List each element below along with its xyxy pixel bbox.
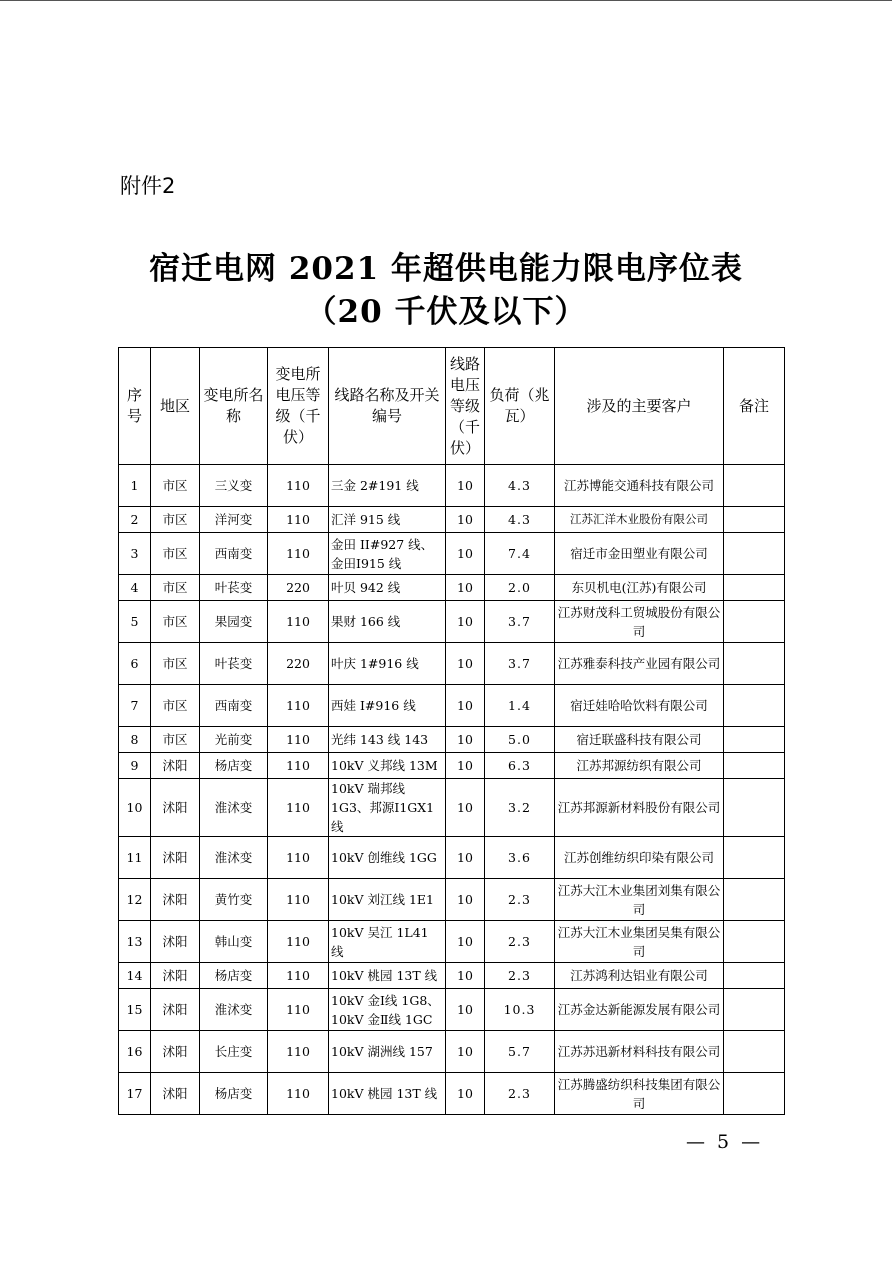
document-title: 宿迁电网 2021 年超供电能力限电序位表	[149, 251, 743, 287]
cell-substation: 洋河变	[200, 507, 268, 533]
cell-remark	[724, 963, 785, 989]
cell-substation: 淮沭变	[200, 779, 268, 837]
cell-line-voltage: 10	[446, 921, 485, 963]
cell-remark	[724, 533, 785, 575]
col-header-sub-voltage: 变电所电压等级（千伏）	[268, 348, 329, 465]
cell-substation: 叶苌变	[200, 575, 268, 601]
cell-no: 16	[119, 1031, 151, 1073]
cell-load: 5.0	[485, 727, 555, 753]
header-row	[119, 348, 785, 465]
cell-no: 3	[119, 533, 151, 575]
cell-line-voltage: 10	[446, 533, 485, 575]
cell-region: 市区	[151, 465, 200, 507]
table-row	[119, 753, 785, 779]
cell-line: 10kV 桃园 13T 线	[329, 1073, 446, 1115]
cell-line: 10kV 湖洲线 157	[329, 1031, 446, 1073]
cell-remark	[724, 921, 785, 963]
page-number: — 5 —	[686, 1131, 764, 1153]
cell-customer: 江苏鸿利达铝业有限公司	[555, 963, 724, 989]
cell-line: 10kV 义邦线 13M	[329, 753, 446, 779]
cell-sub-voltage: 220	[268, 643, 329, 685]
cell-line-voltage: 10	[446, 879, 485, 921]
cell-region: 市区	[151, 601, 200, 643]
cell-load: 6.3	[485, 753, 555, 779]
table-row	[119, 1031, 785, 1073]
cell-load: 1.4	[485, 685, 555, 727]
cell-region: 沭阳	[151, 779, 200, 837]
cell-region: 沭阳	[151, 1073, 200, 1115]
cell-no: 10	[119, 779, 151, 837]
cell-line-voltage: 10	[446, 643, 485, 685]
cell-load: 3.7	[485, 601, 555, 643]
table-row	[119, 465, 785, 507]
cell-substation: 杨店变	[200, 753, 268, 779]
cell-load: 4.3	[485, 507, 555, 533]
cell-customer: 宿迁联盛科技有限公司	[555, 727, 724, 753]
cell-sub-voltage: 110	[268, 685, 329, 727]
cell-line: 汇洋 915 线	[329, 507, 446, 533]
col-header-customer: 涉及的主要客户	[555, 348, 724, 465]
cell-line-voltage: 10	[446, 601, 485, 643]
cell-remark	[724, 727, 785, 753]
cell-line-voltage: 10	[446, 837, 485, 879]
cell-load: 10.3	[485, 989, 555, 1031]
table-row	[119, 533, 785, 575]
cell-sub-voltage: 110	[268, 1031, 329, 1073]
cell-no: 8	[119, 727, 151, 753]
cell-region: 沭阳	[151, 989, 200, 1031]
cell-substation: 韩山变	[200, 921, 268, 963]
cell-line: 10kV 金Ⅰ线 1G8、10kV 金Ⅱ线 1GC	[329, 989, 446, 1031]
cell-no: 6	[119, 643, 151, 685]
cell-customer: 江苏财茂科工贸城股份有限公司	[555, 601, 724, 643]
cell-region: 沭阳	[151, 1031, 200, 1073]
cell-sub-voltage: 110	[268, 837, 329, 879]
cell-region: 市区	[151, 727, 200, 753]
cell-no: 17	[119, 1073, 151, 1115]
cell-no: 15	[119, 989, 151, 1031]
cell-sub-voltage: 110	[268, 921, 329, 963]
cell-region: 市区	[151, 685, 200, 727]
cell-line: 10kV 桃园 13T 线	[329, 963, 446, 989]
cell-customer: 江苏汇洋木业股份有限公司	[555, 507, 724, 533]
cell-no: 4	[119, 575, 151, 601]
cell-load: 2.0	[485, 575, 555, 601]
cell-line-voltage: 10	[446, 1031, 485, 1073]
top-rule	[0, 0, 892, 1]
cell-sub-voltage: 110	[268, 989, 329, 1031]
cell-remark	[724, 989, 785, 1031]
cell-sub-voltage: 110	[268, 727, 329, 753]
table-row	[119, 989, 785, 1031]
cell-sub-voltage: 110	[268, 1073, 329, 1115]
document-subtitle: （20 千伏及以下）	[305, 294, 587, 330]
cell-remark	[724, 753, 785, 779]
cell-line: 叶贝 942 线	[329, 575, 446, 601]
table-row	[119, 779, 785, 837]
cell-remark	[724, 879, 785, 921]
cell-no: 5	[119, 601, 151, 643]
cell-sub-voltage: 220	[268, 575, 329, 601]
cell-load: 2.3	[485, 879, 555, 921]
table-row	[119, 921, 785, 963]
cell-line: 10kV 创维线 1GG	[329, 837, 446, 879]
cell-load: 2.3	[485, 963, 555, 989]
cell-line: 10kV 吴江 1L41 线	[329, 921, 446, 963]
cell-remark	[724, 465, 785, 507]
table-row	[119, 643, 785, 685]
cell-load: 3.2	[485, 779, 555, 837]
cell-region: 市区	[151, 507, 200, 533]
cell-region: 市区	[151, 643, 200, 685]
table-row	[119, 601, 785, 643]
cell-sub-voltage: 110	[268, 601, 329, 643]
cell-sub-voltage: 110	[268, 533, 329, 575]
cell-sub-voltage: 110	[268, 753, 329, 779]
cell-line: 10kV 刘江线 1E1	[329, 879, 446, 921]
cell-line: 西娃 I#916 线	[329, 685, 446, 727]
cell-remark	[724, 1073, 785, 1115]
cell-region: 沭阳	[151, 753, 200, 779]
table-row	[119, 879, 785, 921]
cell-customer: 江苏金达新能源发展有限公司	[555, 989, 724, 1031]
cell-remark	[724, 1031, 785, 1073]
cell-region: 沭阳	[151, 879, 200, 921]
cell-sub-voltage: 110	[268, 963, 329, 989]
col-header-load: 负荷（兆瓦）	[485, 348, 555, 465]
cell-region: 沭阳	[151, 837, 200, 879]
cell-no: 11	[119, 837, 151, 879]
col-header-substation: 变电所名称	[200, 348, 268, 465]
col-header-region: 地区	[151, 348, 200, 465]
cell-line-voltage: 10	[446, 727, 485, 753]
cell-customer: 江苏腾盛纺织科技集团有限公司	[555, 1073, 724, 1115]
cell-load: 3.7	[485, 643, 555, 685]
cell-remark	[724, 601, 785, 643]
cell-customer: 江苏大江木业集团吴集有限公司	[555, 921, 724, 963]
cell-substation: 三义变	[200, 465, 268, 507]
cell-line: 金田 II#927 线、金田Ⅰ915 线	[329, 533, 446, 575]
cell-customer: 宿迁市金田塑业有限公司	[555, 533, 724, 575]
cell-line: 三金 2#191 线	[329, 465, 446, 507]
cell-customer: 江苏邦源纺织有限公司	[555, 753, 724, 779]
col-header-remark: 备注	[724, 348, 785, 465]
cell-substation: 叶苌变	[200, 643, 268, 685]
table-row	[119, 685, 785, 727]
cell-no: 7	[119, 685, 151, 727]
cell-region: 沭阳	[151, 963, 200, 989]
cell-customer: 江苏博能交通科技有限公司	[555, 465, 724, 507]
cell-substation: 西南变	[200, 685, 268, 727]
cell-line-voltage: 10	[446, 753, 485, 779]
cell-load: 2.3	[485, 1073, 555, 1115]
cell-line-voltage: 10	[446, 685, 485, 727]
curtailment-table	[118, 347, 785, 1115]
table-row	[119, 727, 785, 753]
cell-substation: 光前变	[200, 727, 268, 753]
cell-substation: 淮沭变	[200, 837, 268, 879]
cell-region: 市区	[151, 575, 200, 601]
table-row	[119, 837, 785, 879]
cell-sub-voltage: 110	[268, 779, 329, 837]
table-row	[119, 575, 785, 601]
cell-customer: 江苏创维纺织印染有限公司	[555, 837, 724, 879]
cell-no: 13	[119, 921, 151, 963]
cell-remark	[724, 685, 785, 727]
cell-substation: 西南变	[200, 533, 268, 575]
cell-customer: 江苏邦源新材料股份有限公司	[555, 779, 724, 837]
cell-sub-voltage: 110	[268, 879, 329, 921]
cell-line: 叶庆 1#916 线	[329, 643, 446, 685]
col-header-line-voltage: 线路电压等级（千伏）	[446, 348, 485, 465]
cell-customer: 江苏雅泰科技产业园有限公司	[555, 643, 724, 685]
cell-remark	[724, 507, 785, 533]
cell-substation: 杨店变	[200, 963, 268, 989]
cell-line: 10kV 瑞邦线 1G3、邦源Ⅰ1GX1 线	[329, 779, 446, 837]
cell-sub-voltage: 110	[268, 507, 329, 533]
cell-customer: 宿迁娃哈哈饮料有限公司	[555, 685, 724, 727]
cell-line: 果财 166 线	[329, 601, 446, 643]
table-row	[119, 963, 785, 989]
cell-sub-voltage: 110	[268, 465, 329, 507]
cell-substation: 果园变	[200, 601, 268, 643]
cell-line-voltage: 10	[446, 963, 485, 989]
cell-substation: 杨店变	[200, 1073, 268, 1115]
cell-line-voltage: 10	[446, 465, 485, 507]
table-row	[119, 507, 785, 533]
cell-customer: 江苏大江木业集团刘集有限公司	[555, 879, 724, 921]
col-header-line: 线路名称及开关编号	[329, 348, 446, 465]
cell-load: 3.6	[485, 837, 555, 879]
cell-substation: 淮沭变	[200, 989, 268, 1031]
cell-customer: 东贝机电(江苏)有限公司	[555, 575, 724, 601]
cell-load: 4.3	[485, 465, 555, 507]
cell-no: 14	[119, 963, 151, 989]
cell-load: 2.3	[485, 921, 555, 963]
cell-remark	[724, 837, 785, 879]
cell-no: 9	[119, 753, 151, 779]
cell-no: 12	[119, 879, 151, 921]
table-row	[119, 1073, 785, 1115]
cell-load: 5.7	[485, 1031, 555, 1073]
cell-region: 沭阳	[151, 921, 200, 963]
cell-load: 7.4	[485, 533, 555, 575]
cell-no: 2	[119, 507, 151, 533]
cell-remark	[724, 779, 785, 837]
col-header-no: 序号	[119, 348, 151, 465]
cell-line: 光纬 143 线 143	[329, 727, 446, 753]
cell-substation: 黄竹变	[200, 879, 268, 921]
cell-remark	[724, 575, 785, 601]
cell-line-voltage: 10	[446, 779, 485, 837]
cell-no: 1	[119, 465, 151, 507]
cell-customer: 江苏苏迅新材料科技有限公司	[555, 1031, 724, 1073]
cell-remark	[724, 643, 785, 685]
cell-region: 市区	[151, 533, 200, 575]
cell-line-voltage: 10	[446, 1073, 485, 1115]
attachment-label: 附件2	[120, 174, 176, 198]
cell-substation: 长庄变	[200, 1031, 268, 1073]
cell-line-voltage: 10	[446, 575, 485, 601]
cell-line-voltage: 10	[446, 507, 485, 533]
cell-line-voltage: 10	[446, 989, 485, 1031]
